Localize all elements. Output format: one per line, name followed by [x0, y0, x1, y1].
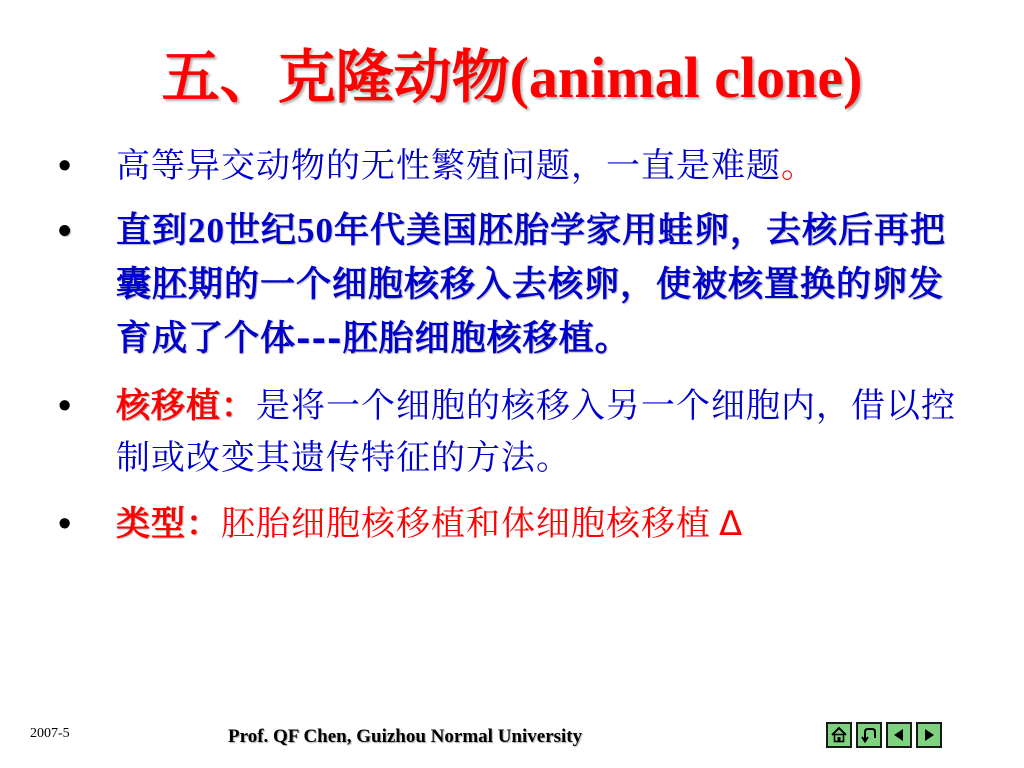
title-english: (animal clone) [509, 45, 863, 110]
bullet-2-text-b: 世纪 [225, 210, 298, 251]
bullet-item-2 [58, 204, 978, 366]
bullet-1-period: 。 [781, 146, 816, 186]
bullet-dot: • [58, 385, 73, 427]
slide-title [0, 30, 1024, 114]
bullet-dot: • [58, 145, 73, 187]
previous-icon [890, 726, 908, 744]
slide-navigation [826, 722, 942, 748]
bullet-item-1 [58, 140, 978, 192]
bullet-3-text: 是将一个细胞的核移入另一个细胞内，借以控制或改变其遗传特征的方法。 [116, 386, 956, 478]
home-icon [830, 726, 848, 744]
bullet-2-text-a: 直到 [116, 210, 189, 251]
delta-symbol: Δ [719, 504, 744, 544]
next-icon [920, 726, 938, 744]
bullet-dot: • [58, 503, 73, 545]
bullet-2-text-c: 年代美国胚胎学家用蛙卵，去核后再把囊胚期的一个细胞核移入去核卵，使被核置换的卵发育成了个体---胚胎细胞核移植。 [116, 210, 947, 359]
bullet-3-term: 核移植： [116, 386, 256, 426]
previous-button[interactable] [886, 722, 912, 748]
footer-date: 2007-5 [30, 726, 70, 741]
title-chinese: 五、克隆动物 [161, 43, 510, 111]
bullet-dot: • [58, 210, 73, 252]
footer-credit: Prof. QF Chen, Guizhou Normal University [228, 726, 583, 747]
bullet-2-number-20: 20 [188, 211, 226, 250]
return-icon [860, 726, 878, 744]
bullet-4-text: 胚胎细胞核移植和体细胞核移植 [221, 504, 711, 544]
bullet-list [58, 140, 978, 550]
home-button[interactable] [826, 722, 852, 748]
next-button[interactable] [916, 722, 942, 748]
return-button[interactable] [856, 722, 882, 748]
bullet-1-text: 高等异交动物的无性繁殖问题，一直是难题 [116, 146, 781, 186]
bullet-2-number-50: 50 [297, 211, 335, 250]
bullet-item-4 [58, 498, 978, 550]
bullet-4-term: 类型： [116, 504, 221, 544]
bullet-item-3 [58, 380, 978, 484]
